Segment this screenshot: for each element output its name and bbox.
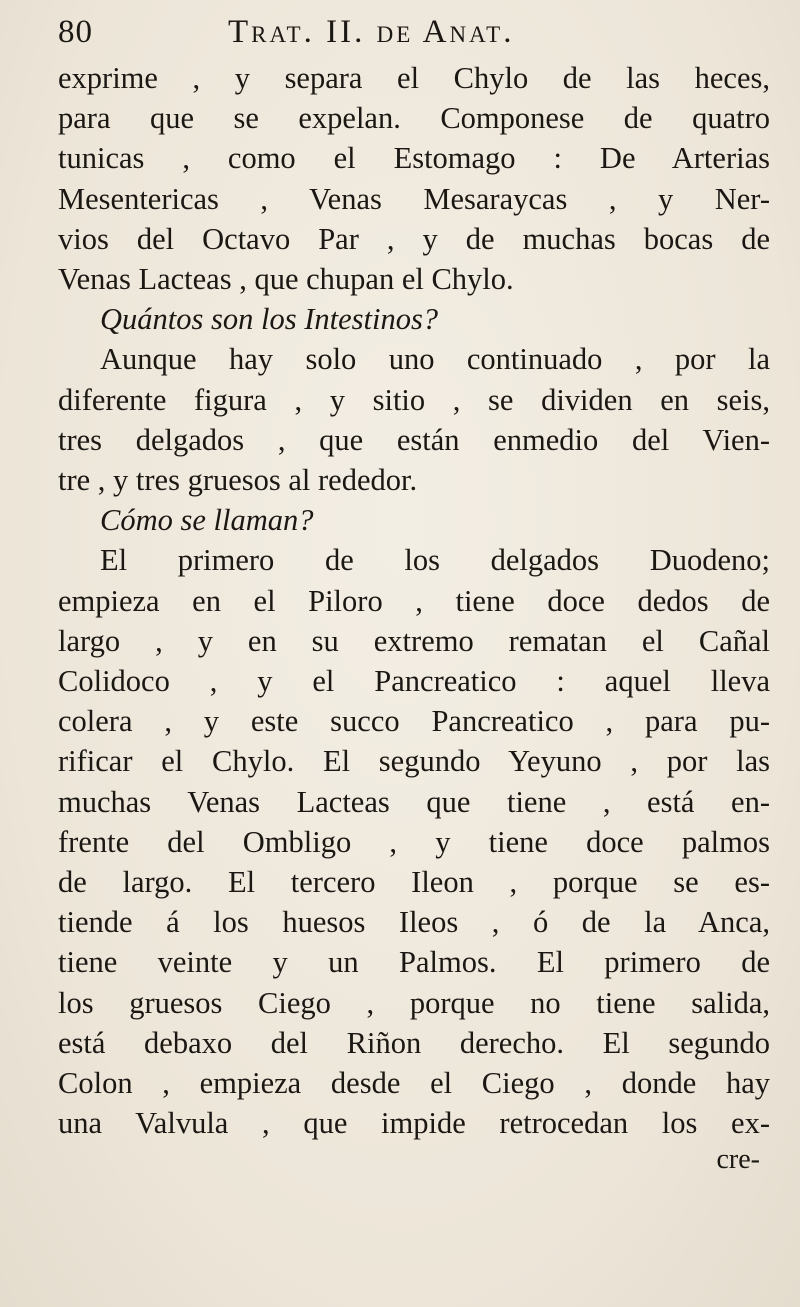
text-line: para que se expelan. Componese de quatro	[58, 101, 770, 136]
text-line: El primero de los delgados Duodeno;	[100, 543, 770, 578]
text-line: diferente figura , y sitio , se dividen en seis,	[58, 382, 770, 417]
page-number: 80	[58, 14, 93, 50]
text-line: Mesentericas , Venas Mesaraycas , y Ner-	[58, 181, 770, 216]
text-line: Aunque hay solo uno continuado , por la	[100, 342, 770, 377]
body-text	[58, 58, 770, 1177]
text-line: Colon , empieza desde el Ciego , donde hay	[58, 1066, 770, 1101]
text-line: los gruesos Ciego , porque no tiene salida,	[58, 985, 770, 1020]
text-line: tres delgados , que están enmedio del Vien-	[58, 422, 770, 457]
text-line: una Valvula , que impide retrocedan los ex-	[58, 1106, 770, 1141]
text-line: rificar el Chylo. El segundo Yeyuno , por las	[58, 744, 770, 779]
text-line: exprime , y separa el Chylo de las heces,	[58, 61, 770, 95]
question-heading: Cómo se llaman?	[100, 503, 314, 538]
text-line: empieza en el Piloro , tiene doce dedos de	[58, 583, 770, 618]
text-line: frente del Ombligo , y tiene doce palmos	[58, 824, 770, 859]
text-line: tiende á los huesos Ileos , ó de la Anca,	[58, 905, 770, 940]
text-line: muchas Venas Lacteas que tiene , está en-	[58, 784, 770, 819]
text-line: colera , y este succo Pancreatico , para pu-	[58, 704, 770, 739]
running-head	[58, 6, 770, 58]
text-line: está debaxo del Riñon derecho. El segundo	[58, 1025, 770, 1060]
text-line: tiene veinte y un Palmos. El primero de	[58, 945, 770, 980]
text-line: tre , y tres gruesos al rededor.	[58, 463, 418, 498]
text-line: largo , y en su extremo rematan el Cañal	[58, 623, 770, 658]
catchword: cre-	[716, 1144, 760, 1176]
running-title: Trat. II. de Anat.	[228, 14, 515, 50]
question-heading: Quántos son los Intestinos?	[100, 302, 439, 337]
text-line: tunicas , como el Estomago : De Arterias	[58, 141, 770, 176]
text-line: Colidoco , y el Pancreatico : aquel lleva	[58, 664, 770, 699]
text-line: Venas Lacteas , que chupan el Chylo.	[58, 262, 514, 297]
text-line: vios del Octavo Par , y de muchas bocas de	[58, 221, 770, 256]
text-line: de largo. El tercero Ileon , porque se es-	[58, 865, 770, 900]
